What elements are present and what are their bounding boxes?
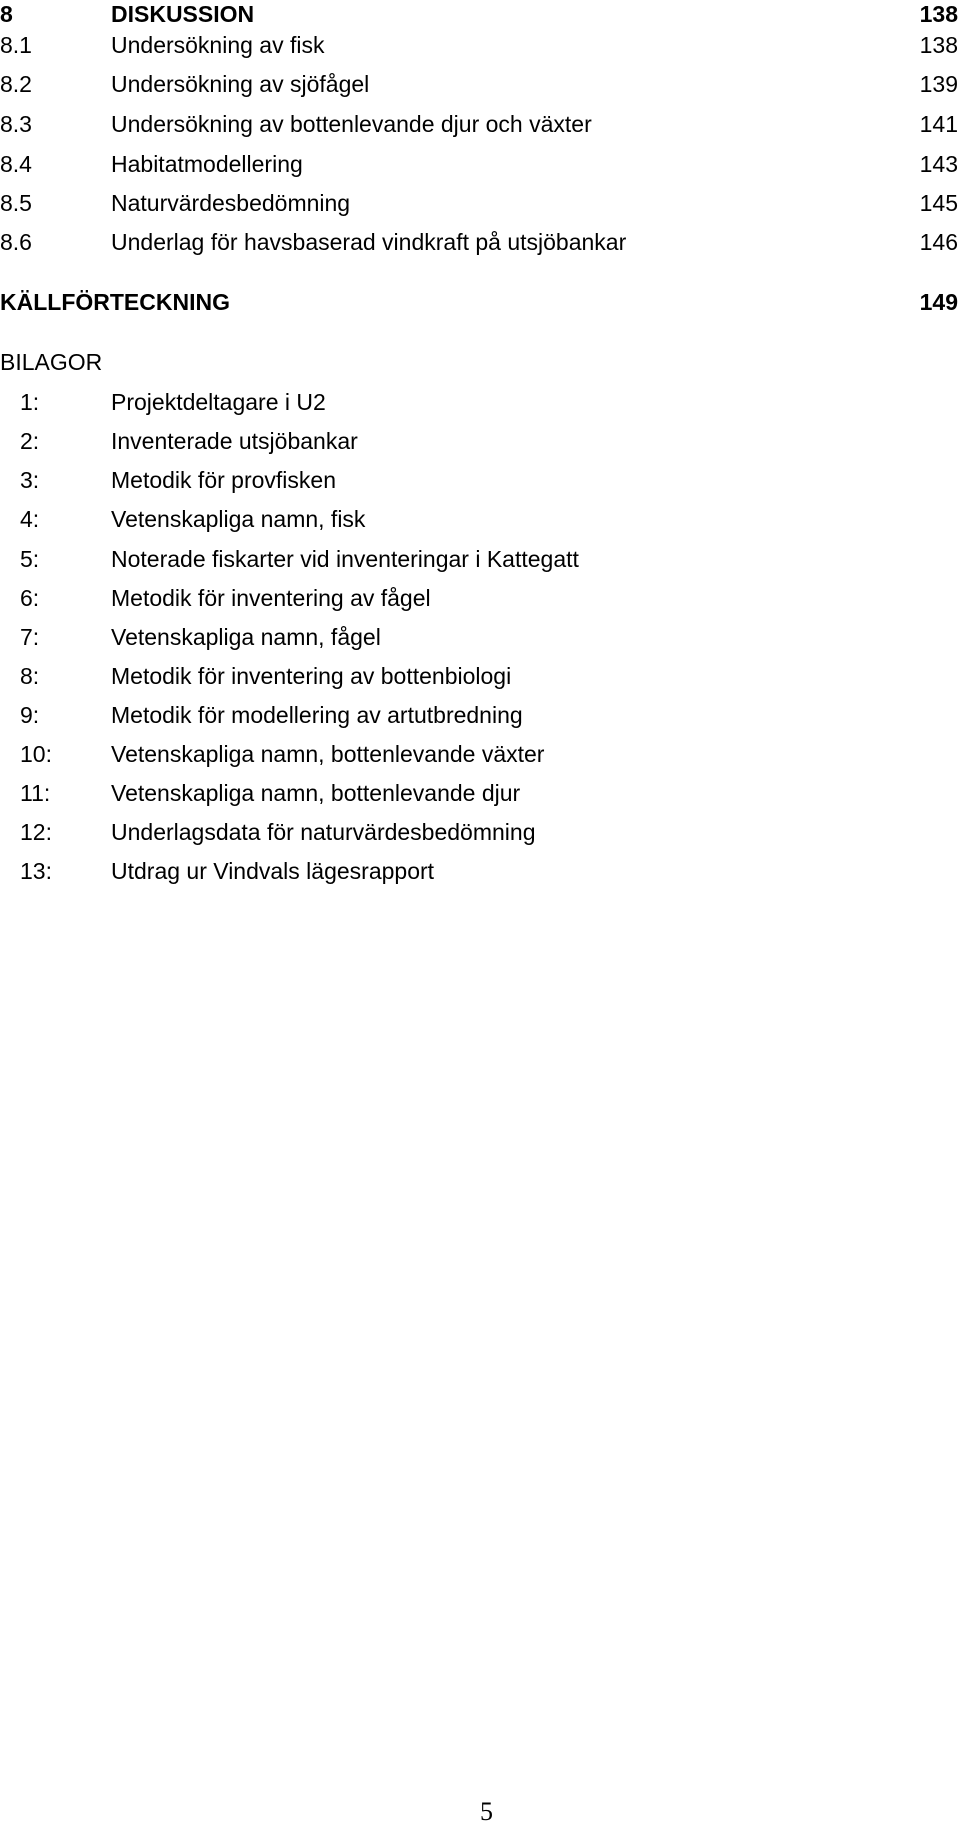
- appendix-title: Inventerade utsjöbankar: [111, 428, 358, 454]
- appendix-item[interactable]: [0, 818, 958, 858]
- toc-section-8-3[interactable]: [0, 110, 958, 150]
- toc-section-8-4[interactable]: [0, 150, 958, 190]
- toc-chapter-number: 8: [0, 1, 13, 27]
- appendix-title: Projektdeltagare i U2: [111, 389, 326, 415]
- toc-section-8-5[interactable]: [0, 189, 958, 229]
- appendix-number: 2:: [20, 428, 40, 454]
- appendix-item[interactable]: [0, 662, 958, 702]
- appendix-number: 12:: [20, 819, 52, 845]
- appendix-number: 13:: [20, 858, 52, 884]
- appendix-item[interactable]: [0, 779, 958, 819]
- toc-section-title: Undersökning av fisk: [111, 32, 325, 58]
- toc-section-page: 141: [919, 111, 958, 137]
- toc-section-8-1[interactable]: [0, 31, 958, 71]
- appendix-number: 8:: [20, 663, 40, 689]
- appendix-title: Metodik för inventering av bottenbiologi: [111, 663, 512, 689]
- toc-section-number: 8.2: [0, 71, 32, 97]
- toc-chapter-page: 138: [919, 1, 958, 27]
- appendix-title: Vetenskapliga namn, bottenlevande växter: [111, 741, 545, 767]
- appendix-number: 11:: [20, 780, 51, 806]
- appendices-heading: BILAGOR: [0, 349, 103, 375]
- appendix-number: 6:: [20, 585, 40, 611]
- toc-section-page: 138: [919, 32, 958, 58]
- appendix-item[interactable]: [0, 466, 958, 506]
- toc-section-page: 145: [919, 190, 958, 216]
- page-number: 5: [480, 1797, 493, 1826]
- toc-section-title: Undersökning av sjöfågel: [111, 71, 370, 97]
- toc-section-number: 8.1: [0, 32, 32, 58]
- toc-references[interactable]: [0, 288, 958, 328]
- appendix-item[interactable]: [0, 388, 958, 428]
- appendix-title: Utdrag ur Vindvals lägesrapport: [111, 858, 435, 884]
- appendix-number: 4:: [20, 506, 40, 532]
- toc-section-number: 8.5: [0, 190, 32, 216]
- toc-section-8-6[interactable]: [0, 228, 958, 268]
- appendix-number: 10:: [20, 741, 52, 767]
- appendix-number: 1:: [20, 389, 40, 415]
- toc-references-page: 149: [919, 289, 958, 315]
- toc-references-title: KÄLLFÖRTECKNING: [0, 289, 230, 315]
- appendix-item[interactable]: [0, 857, 958, 897]
- appendix-title: Vetenskapliga namn, fågel: [111, 624, 381, 650]
- appendix-title: Underlagsdata för naturvärdesbedömning: [111, 819, 536, 845]
- toc-section-page: 143: [919, 151, 958, 177]
- appendix-number: 5:: [20, 546, 40, 572]
- toc-section-8-2[interactable]: [0, 70, 958, 110]
- toc-section-number: 8.6: [0, 229, 32, 255]
- appendix-number: 9:: [20, 702, 40, 728]
- appendix-item[interactable]: [0, 740, 958, 780]
- appendix-title: Vetenskapliga namn, bottenlevande djur: [111, 780, 521, 806]
- appendix-title: Metodik för inventering av fågel: [111, 585, 431, 611]
- appendix-title: Metodik för modellering av artutbredning: [111, 702, 523, 728]
- appendix-title: Vetenskapliga namn, fisk: [111, 506, 366, 532]
- toc-section-title: Undersökning av bottenlevande djur och växter: [111, 111, 592, 137]
- toc-section-title: Habitatmodellering: [111, 151, 303, 177]
- appendix-item[interactable]: [0, 545, 958, 585]
- appendix-item[interactable]: [0, 623, 958, 663]
- appendix-number: 3:: [20, 467, 40, 493]
- toc-section-number: 8.4: [0, 151, 32, 177]
- appendix-item[interactable]: [0, 584, 958, 624]
- toc-section-page: 146: [919, 229, 958, 255]
- appendix-item[interactable]: [0, 427, 958, 467]
- appendix-item[interactable]: [0, 701, 958, 741]
- appendix-item[interactable]: [0, 505, 958, 545]
- toc-section-title: Underlag för havsbaserad vindkraft på utsjöbankar: [111, 229, 627, 255]
- toc-section-title: Naturvärdesbedömning: [111, 190, 351, 216]
- appendix-title: Noterade fiskarter vid inventeringar i Kattegatt: [111, 546, 579, 572]
- toc-section-number: 8.3: [0, 111, 32, 137]
- toc-section-page: 139: [919, 71, 958, 97]
- toc-appendices-heading: [0, 348, 958, 388]
- appendix-number: 7:: [20, 624, 40, 650]
- appendix-title: Metodik för provfisken: [111, 467, 336, 493]
- toc-chapter-title: DISKUSSION: [111, 1, 255, 27]
